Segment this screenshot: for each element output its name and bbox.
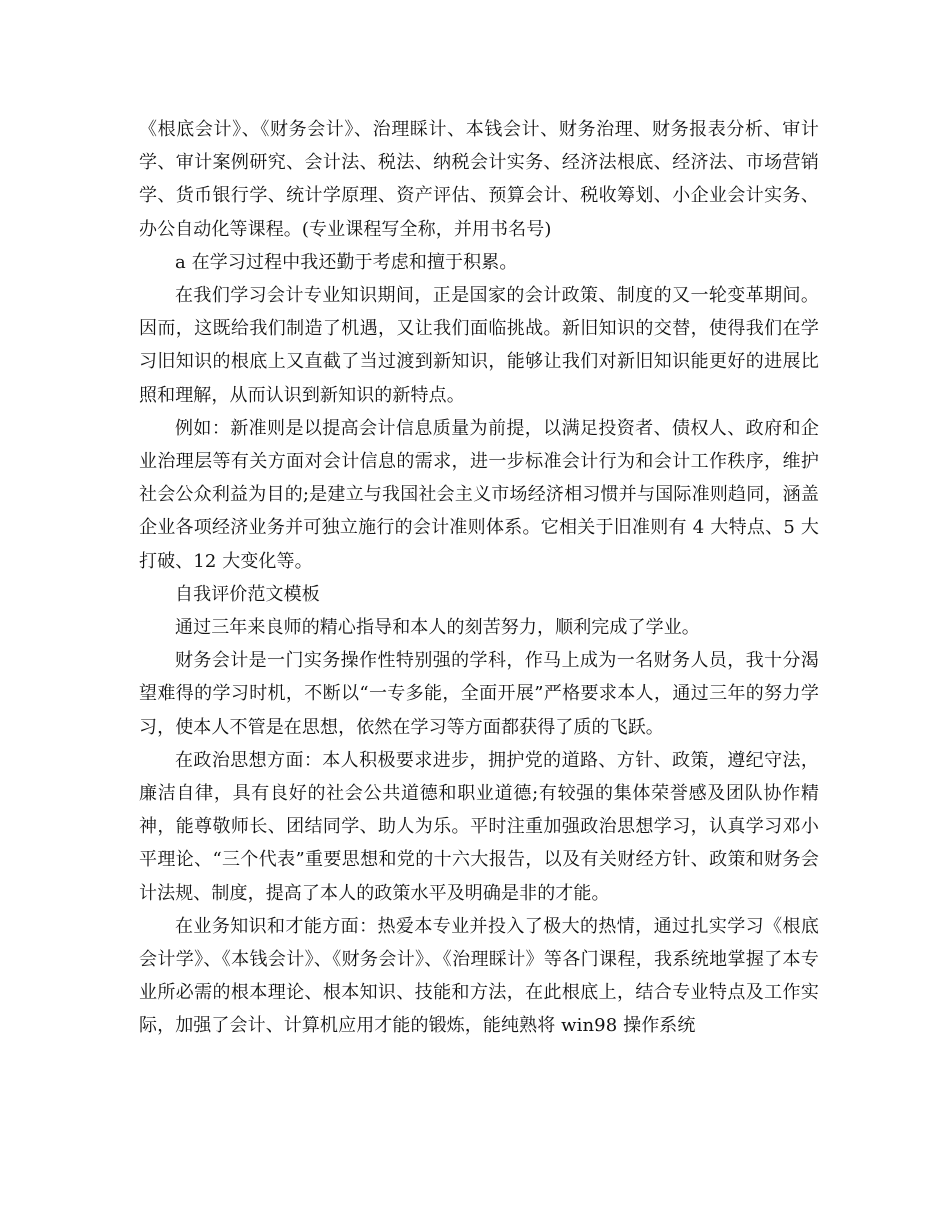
paragraph-new-standards-example: 例如：新准则是以提高会计信息质量为前提，以满足投资者、债权人、政府和企业治理层等有关方面对会计信息的需求，进一步标准会计行为和会计工作秩序，维护社会公众利益为目的;是建立与我国社会主义市场经济相习惯并与国际准则趋同，涵盖企业各项经济业务并可独立施行的会计准则体系。它相关于旧准则有 4 大特点、5 大打破、12 大变化等。: [139, 417, 819, 572]
section-heading-self-evaluation: 自我评价范文模板: [175, 583, 320, 605]
paragraph-professional-knowledge: 在业务知识和才能方面：热爱本专业并投入了极大的热情，通过扎实学习《根底会计学》、《本钱会计》、《财务会计》、《治理睬计》等各门课程，我系统地掌握了本专业所必需的根本理论、根本知识、技能和方法，在此根底上，结合专业特点及工作实际，加强了会计、计算机应用才能的锻炼，能纯熟将 win98 操作系统: [139, 915, 819, 1037]
document-body: [139, 113, 819, 1043]
paragraph-policy-reform: 在我们学习会计专业知识期间，正是国家的会计政策、制度的又一轮变革期间。因而，这既给我们制造了机遇，又让我们面临挑战。新旧知识的交替，使得我们在学习旧知识的根底上又直截了当过渡到新知识，能够让我们对新旧知识能更好的进展比照和理解，从而认识到新知识的新特点。: [139, 285, 819, 406]
paragraph-course-list: 《根底会计》、《财务会计》、治理睬计、本钱会计、财务治理、财务报表分析、审计学、审计案例研究、会计法、税法、纳税会计实务、经济法根底、经济法、市场营销学、货币银行学、统计学原理、资产评估、预算会计、税收筹划、小企业会计实务、办公自动化等课程。(专业课程写全称，并用书名号): [139, 119, 819, 240]
paragraph-completion: 通过三年来良师的精心指导和本人的刻苦努力，顺利完成了学业。: [175, 617, 700, 639]
paragraph-study-habit: a 在学习过程中我还勤于考虑和擅于积累。: [175, 251, 518, 273]
paragraph-financial-accounting: 财务会计是一门实务操作性特别强的学科，作马上成为一名财务人员，我十分渴望难得的学习时机，不断以“一专多能，全面开展”严格要求本人，通过三年的努力学习，使本人不管是在思想，依然在学习等方面都获得了质的飞跃。: [139, 650, 819, 738]
paragraph-political-thought: 在政治思想方面：本人积极要求进步，拥护党的道路、方针、政策，遵纪守法，廉洁自律，具有良好的社会公共道德和职业道德;有较强的集体荣誉感及团队协作精神，能尊敬师长、团结同学、助人为乐。平时注重加强政治思想学习，认真学习邓小平理论、“三个代表”重要思想和党的十六大报告，以及有关财经方针、政策和财务会计法规、制度，提高了本人的政策水平及明确是非的才能。: [139, 749, 819, 904]
